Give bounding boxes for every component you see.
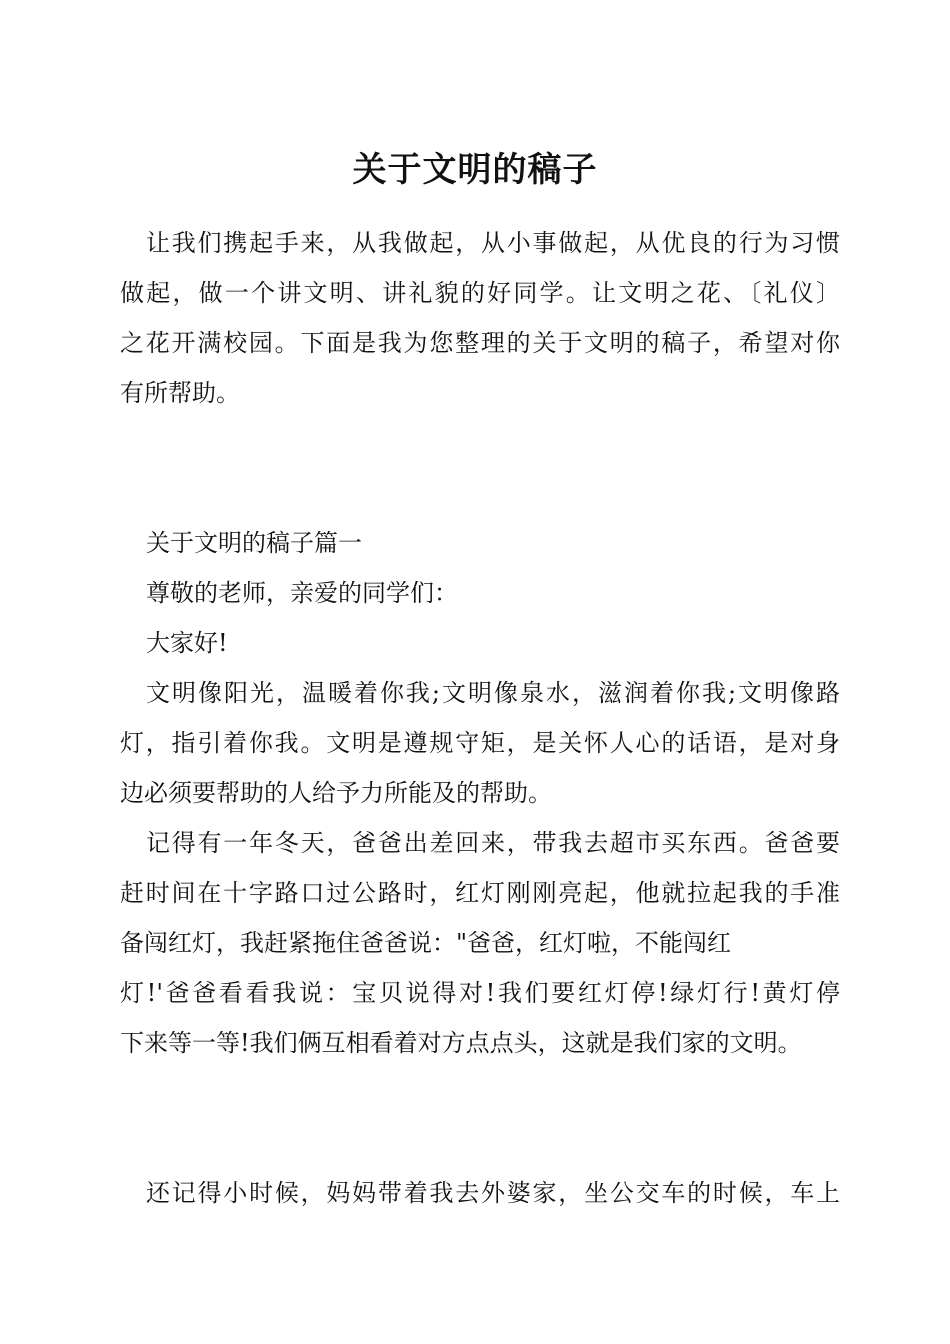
paragraph-line: 让我们携起手来，从我做起，从小事做起，从优良的行为习惯 bbox=[146, 229, 840, 257]
paragraph-line: 灯，指引着你我。文明是遵规守矩，是关怀人心的话语，是对身 bbox=[120, 729, 840, 757]
greeting: 大家好! bbox=[146, 629, 228, 657]
paragraph-line: 做起，做一个讲文明、讲礼貌的好同学。让文明之花、〔礼仪〕 bbox=[120, 279, 840, 307]
paragraph-line: 赶时间在十字路口过公路时，红灯刚刚亮起，他就拉起我的手准 bbox=[120, 879, 840, 907]
paragraph-line: 文明像阳光，温暖着你我;文明像泉水，滋润着你我;文明像路 bbox=[146, 679, 840, 707]
paragraph-line: 还记得小时候，妈妈带着我去外婆家，坐公交车的时候，车上 bbox=[146, 1179, 840, 1207]
paragraph-line: 边必须要帮助的人给予力所能及的帮助。 bbox=[120, 779, 552, 807]
document-title: 关于文明的稿子 bbox=[352, 150, 598, 190]
paragraph-line: 记得有一年冬天，爸爸出差回来，带我去超市买东西。爸爸要 bbox=[146, 829, 840, 857]
paragraph-line: 之花开满校园。下面是我为您整理的关于文明的稿子，希望对你 bbox=[120, 329, 840, 357]
paragraph-line: 下来等一等!我们俩互相看着对方点点头，这就是我们家的文明。 bbox=[120, 1029, 802, 1057]
paragraph-line: 灯!'爸爸看看我说：宝贝说得对!我们要红灯停!绿灯行!黄灯停 bbox=[120, 979, 840, 1007]
paragraph-line: 有所帮助。 bbox=[120, 379, 240, 407]
salutation: 尊敬的老师，亲爱的同学们： bbox=[146, 579, 458, 607]
section-heading: 关于文明的稿子篇一 bbox=[146, 529, 362, 557]
paragraph-line: 备闯红灯，我赶紧拖住爸爸说："爸爸，红灯啦，不能闯红 bbox=[120, 929, 732, 957]
